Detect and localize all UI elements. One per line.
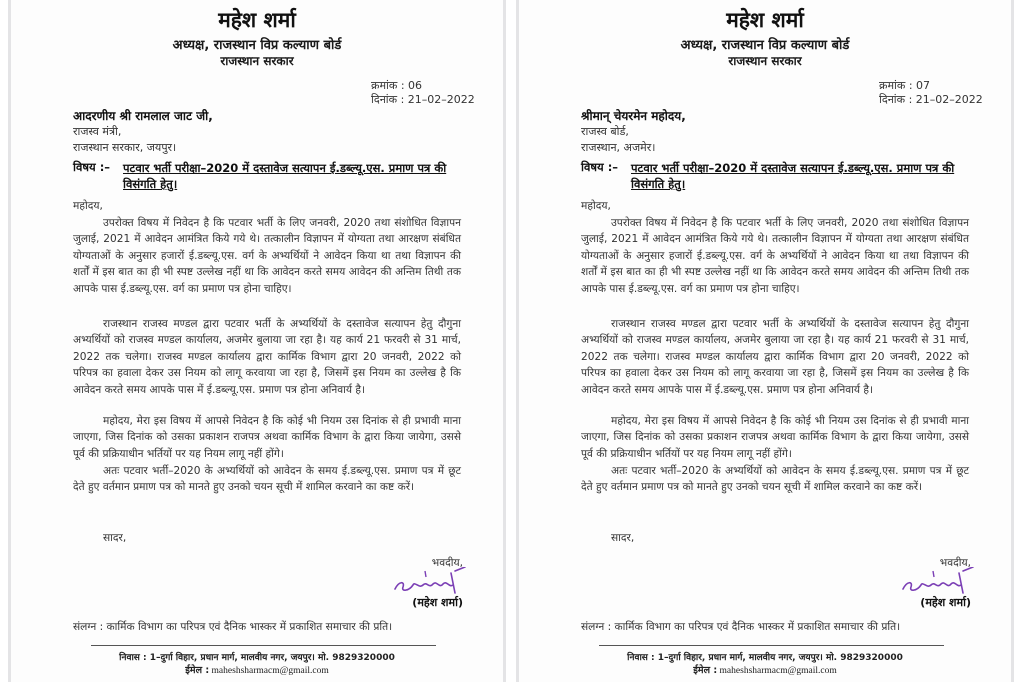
body-paragraph-1: उपरोक्त विषय में निवेदन है कि पटवार भर्ती के लिए जनवरी, 2020 तथा संशोधित विज्ञापन जुलाई, 2021 में आवेदन आमंत्रित किये गये थे। तत्कालीन विज्ञापन में योग्यता तथा आरक्षण संबंधित योग्यताओं के अनुसार हजारों ई.डब्ल्यू.एस. वर्ग के अभ्यर्थियों ने आवेदन किया था तथा विज्ञापन की शर्तों में इस बात का ही भी स्पष्ट उल्लेख नहीं था कि आवेदन करते समय आवेदन की अन्तिम तिथी तक आपके पास ई.डब्ल्यू.एस. वर्ग का प्रमाण पत्र होना चाहिए। [73,217,461,295]
subject-label: विषय :– [73,160,111,174]
letterhead-designation: अध्यक्ष, राजस्थान विप्र कल्याण बोर्ड [680,38,850,53]
email-address: maheshsharmacm@gmail.com [211,666,329,676]
footer-email-line [11,663,503,676]
body-paragraph-2: राजस्थान राजस्व मण्डल द्वारा पटवार भर्ती के अभ्यर्थियों के दस्तावेज सत्यापन हेतु दौगुना अभ्यर्थियों को राजस्व मण्डल कार्यालय, अजमेर बुलाया जा रहा है। यह कार्य 21 फरवरी से 31 मार्च, 2022 तक चलेगा। राजस्व मण्डल कार्यालय द्वारा कार्मिक विभाग द्वारा 20 जनवरी, 2022 को परिपत्र का हवाला देकर उस नियम को लागू करवाया जा रहा है, जिसमें इस नियम का उल्लेख है कि आवेदन करते समय आपके पास में ई.डब्ल्यू.एस. प्रमाण पत्र होना अनिवार्य है। [581,318,969,396]
salutation: महोदय, [581,200,611,212]
letter-page-right [516,0,1014,682]
email-label: ईमेल : [693,665,718,676]
body-paragraph-3: महोदय, मेरा इस विषय में आपसे निवेदन है कि कोई भी नियम उस दिनांक से ही प्रभावी माना जाएगा, जिस दिनांक को उसका प्रकाशन राजपत्र अथवा कार्मिक विभाग के द्वारा किया जायेगा, उससे पूर्व की प्रक्रियाधीन भर्तियों पर यह नियम लागू नहीं होंगे। [581,415,969,460]
signature-icon [391,567,471,597]
email-address: maheshsharmacm@gmail.com [719,666,837,676]
email-label: ईमेल : [185,665,210,676]
recipient-designation: राजस्व मंत्री, [73,125,122,138]
recipient-location: राजस्थान सरकार, जयपुर। [73,141,177,154]
subject-text: पटवार भर्ती परीक्षा–2020 में दस्तावेज सत्यापन ई.डब्ल्यू.एस. प्रमाण पत्र की विसंगति हेतु। [123,161,447,191]
closing: भवदीय, [939,557,971,569]
letterhead-government: राजस्थान सरकार [728,54,802,68]
recipient-designation: राजस्व बोर्ड, [581,125,629,138]
footer-email-line [519,663,1011,676]
reference-date: दिनांक : 21–02–2022 [879,93,983,106]
signatory-name: (महेश शर्मा) [412,596,463,609]
footer-divider [599,645,944,646]
reference-date: दिनांक : 21–02–2022 [371,93,475,106]
signatory-name: (महेश शर्मा) [920,596,971,609]
body-paragraph-1: उपरोक्त विषय में निवेदन है कि पटवार भर्ती के लिए जनवरी, 2020 तथा संशोधित विज्ञापन जुलाई, 2021 में आवेदन आमंत्रित किये गये थे। तत्कालीन विज्ञापन में योग्यता तथा आरक्षण संबंधित योग्यताओं के अनुसार हजारों ई.डब्ल्यू.एस. वर्ग के अभ्यर्थियों ने आवेदन किया था तथा विज्ञापन की शर्तों में इस बात का ही भी स्पष्ट उल्लेख नहीं था कि आवेदन करते समय आवेदन की अन्तिम तिथी तक आपके पास ई.डब्ल्यू.एस. वर्ग का प्रमाण पत्र होना चाहिए। [581,217,969,295]
body-paragraph-4: अतः पटवार भर्ती–2020 के अभ्यर्थियों को आवेदन के समय ई.डब्ल्यू.एस. प्रमाण पत्र में छूट देते हुए वर्तमान प्रमाण पत्र को मानते हुए उनको चयन सूची में शामिल करवाने का कष्ट करें। [581,465,969,494]
body-paragraph-3: महोदय, मेरा इस विषय में आपसे निवेदन है कि कोई भी नियम उस दिनांक से ही प्रभावी माना जाएगा, जिस दिनांक को उसका प्रकाशन राजपत्र अथवा कार्मिक विभाग के द्वारा किया जायेगा, उससे पूर्व की प्रक्रियाधीन भर्तियों पर यह नियम लागू नहीं होंगे। [73,415,461,460]
letterhead-government: राजस्थान सरकार [220,54,294,68]
recipient-name: श्रीमान् चेयरमेन महोदय, [581,109,686,123]
body-paragraph-4: अतः पटवार भर्ती–2020 के अभ्यर्थियों को आवेदन के समय ई.डब्ल्यू.एस. प्रमाण पत्र में छूट देते हुए वर्तमान प्रमाण पत्र को मानते हुए उनको चयन सूची में शामिल करवाने का कष्ट करें। [73,465,461,494]
enclosure-note: संलग्न : कार्मिक विभाग का परिपत्र एवं दैनिक भास्कर में प्रकाशित समाचार की प्रति। [581,621,901,633]
letter-page-left [8,0,506,682]
footer-address: निवास : 1–दुर्गा विहार, प्रधान मार्ग, मालवीय नगर, जयपुर। मो. 9829320000 [119,653,395,663]
subject-text: पटवार भर्ती परीक्षा–2020 में दस्तावेज सत्यापन ई.डब्ल्यू.एस. प्रमाण पत्र की विसंगति हेतु। [631,161,955,191]
footer-divider [91,645,436,646]
closing: भवदीय, [431,557,463,569]
regards: सादर, [611,532,635,544]
signature-icon [899,567,979,597]
recipient-name: आदरणीय श्री रामलाल जाट जी, [73,109,213,123]
body-paragraph-2: राजस्थान राजस्व मण्डल द्वारा पटवार भर्ती के अभ्यर्थियों के दस्तावेज सत्यापन हेतु दौगुना अभ्यर्थियों को राजस्व मण्डल कार्यालय, अजमेर बुलाया जा रहा है। यह कार्य 21 फरवरी से 31 मार्च, 2022 तक चलेगा। राजस्व मण्डल कार्यालय द्वारा कार्मिक विभाग द्वारा 20 जनवरी, 2022 को परिपत्र का हवाला देकर उस नियम को लागू करवाया जा रहा है, जिसमें इस नियम का उल्लेख है कि आवेदन करते समय आपके पास में ई.डब्ल्यू.एस. प्रमाण पत्र होना अनिवार्य है। [73,318,461,396]
subject-label: विषय :– [581,160,619,174]
regards: सादर, [103,532,127,544]
reference-number: क्रमांक : 06 [371,79,423,92]
enclosure-note: संलग्न : कार्मिक विभाग का परिपत्र एवं दैनिक भास्कर में प्रकाशित समाचार की प्रति। [73,621,393,633]
reference-number: क्रमांक : 07 [879,79,931,92]
letterhead-name: महेश शर्मा [726,8,804,32]
footer-address: निवास : 1–दुर्गा विहार, प्रधान मार्ग, मालवीय नगर, जयपुर। मो. 9829320000 [627,653,903,663]
salutation: महोदय, [73,200,103,212]
letterhead-designation: अध्यक्ष, राजस्थान विप्र कल्याण बोर्ड [172,38,342,53]
letterhead-name: महेश शर्मा [218,8,296,32]
recipient-location: राजस्थान, अजमेर। [581,141,656,154]
